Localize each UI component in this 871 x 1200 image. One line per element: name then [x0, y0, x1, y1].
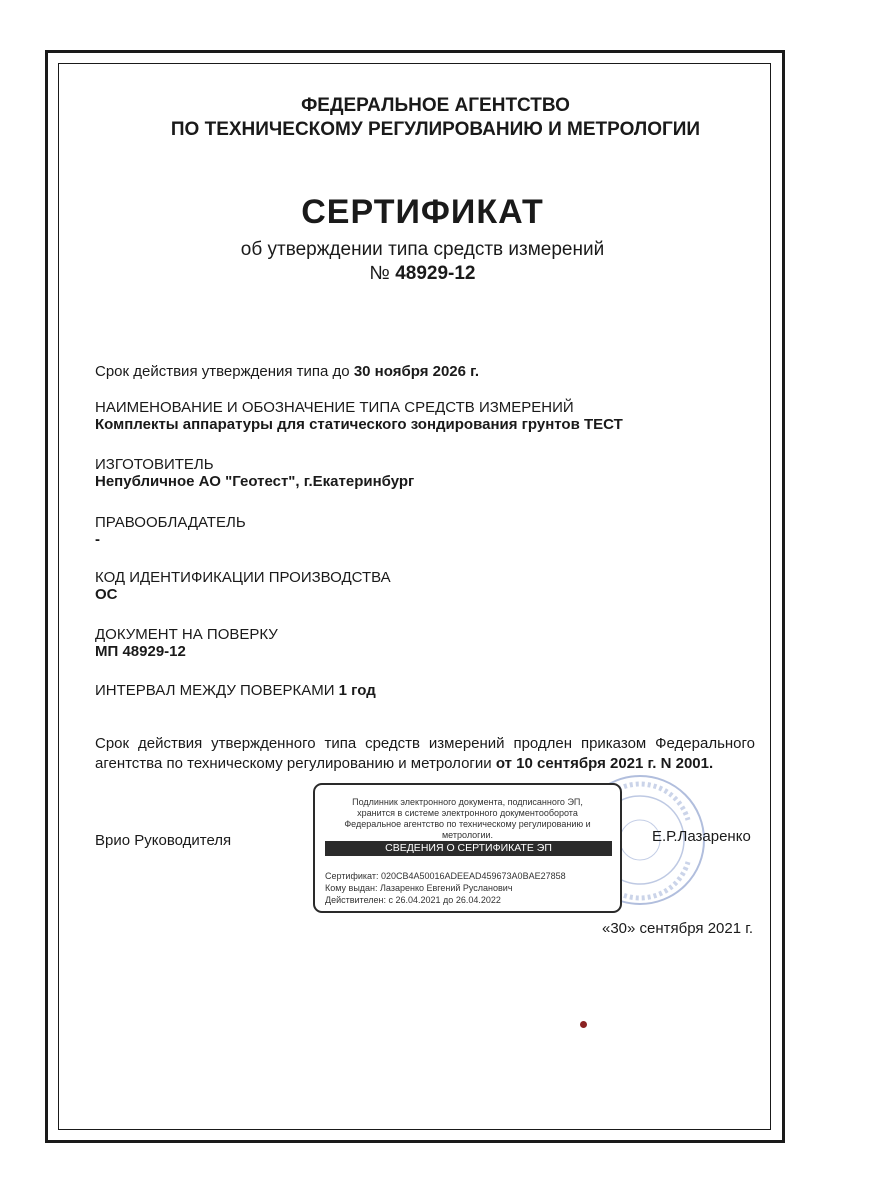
type-name-block	[95, 399, 623, 433]
number-prefix: №	[369, 263, 390, 284]
certificate-number	[0, 263, 845, 285]
code-value: ОС	[95, 586, 118, 603]
interval-value: 1 год	[338, 682, 376, 699]
signer-name: Е.Р.Лазаренко	[652, 828, 751, 845]
manufacturer-block	[95, 456, 414, 490]
agency-line-1: ФЕДЕРАЛЬНОЕ АГЕНТСТВО	[301, 95, 570, 116]
validity-label: Срок действия утверждения типа до	[95, 363, 350, 380]
extension-order: от 10 сентября 2021 г. N 2001.	[495, 755, 714, 772]
ep-header	[315, 785, 620, 841]
holder-value: -	[95, 531, 100, 548]
ink-mark	[580, 1021, 587, 1028]
agency-line-2: ПО ТЕХНИЧЕСКОМУ РЕГУЛИРОВАНИЮ И МЕТРОЛОГИИ	[170, 119, 701, 140]
electronic-signature-box	[313, 783, 622, 913]
interval-label: ИНТЕРВАЛ МЕЖДУ ПОВЕРКАМИ	[95, 682, 335, 699]
ep-details	[325, 870, 566, 906]
ep-line-2: хранится в системе электронного документооборота	[357, 808, 578, 818]
code-label: КОД ИДЕНТИФИКАЦИИ ПРОИЗВОДСТВА	[95, 569, 391, 586]
manufacturer-value: Непубличное АО "Геотест", г.Екатеринбург	[95, 473, 415, 490]
verification-doc-block	[95, 626, 278, 660]
ep-issued-to: Кому выдан: Лазаренко Евгений Русланович	[325, 883, 513, 893]
number-value: 48929-12	[395, 263, 476, 284]
extension-text: Срок действия утвержденного типа средств измерений продлен приказом Федерального агентства по техническому регулированию и метрологии	[95, 735, 755, 772]
issue-date: «30» сентября 2021 г.	[602, 920, 754, 937]
ep-validity: Действителен: с 26.04.2021 до 26.04.2022	[325, 895, 501, 905]
holder-label: ПРАВООБЛАДАТЕЛЬ	[95, 514, 246, 531]
type-name-label: НАИМЕНОВАНИЕ И ОБОЗНАЧЕНИЕ ТИПА СРЕДСТВ ИЗМЕРЕНИЙ	[95, 399, 574, 416]
ep-line-1: Подлинник электронного документа, подписанного ЭП,	[352, 797, 583, 807]
extension-paragraph	[95, 734, 755, 774]
ep-line-4: метрологии.	[441, 830, 494, 840]
validity-line	[95, 363, 479, 380]
ep-line-3: Федеральное агентство по техническому регулированию и	[344, 819, 591, 829]
verification-doc-value: МП 48929-12	[95, 643, 186, 660]
holder-block	[95, 514, 246, 548]
code-block	[95, 569, 391, 603]
document-title: СЕРТИФИКАТ	[301, 193, 544, 231]
signer-title: Врио Руководителя	[95, 832, 232, 849]
document-subtitle: об утверждении типа средств измерений	[240, 239, 605, 260]
verification-doc-label: ДОКУМЕНТ НА ПОВЕРКУ	[95, 626, 278, 643]
interval-line	[95, 682, 376, 699]
agency-header	[0, 94, 871, 142]
type-name-value: Комплекты аппаратуры для статического зондирования грунтов ТЕСТ	[95, 416, 623, 433]
manufacturer-label: ИЗГОТОВИТЕЛЬ	[95, 456, 214, 473]
ep-certificate: Сертификат: 020CB4A50016ADEEAD459673A0BAE27858	[325, 871, 566, 881]
validity-date: 30 ноября 2026 г.	[353, 363, 480, 380]
ep-info-bar: СВЕДЕНИЯ О СЕРТИФИКАТЕ ЭП	[325, 841, 612, 856]
